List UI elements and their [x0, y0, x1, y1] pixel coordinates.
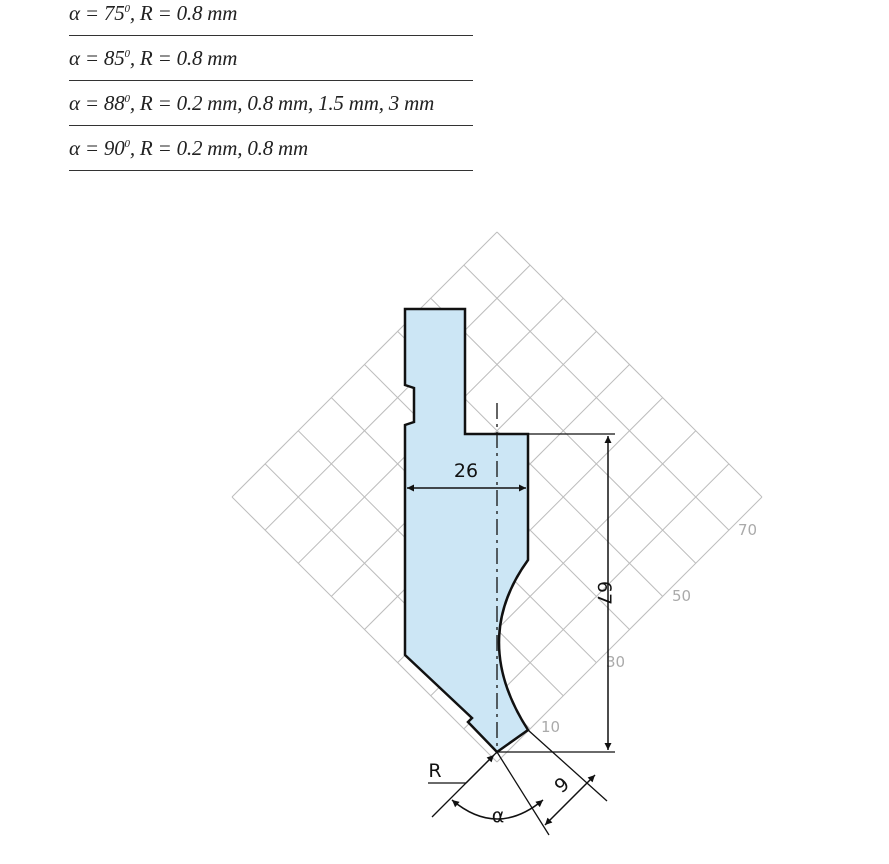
tip-extension-lower [497, 752, 549, 835]
grid-label-70: 70 [738, 521, 758, 539]
spec-text: $\alpha = 75^0$, R = 0.8 mm [69, 1, 238, 25]
radius-label: R [428, 760, 442, 782]
width-label: 26 [453, 460, 479, 482]
angle-label: α [491, 805, 505, 827]
spec-text: $\alpha = 85^0$, R = 0.8 mm [69, 46, 238, 70]
spec-text: $\alpha = 88^0$, R = 0.2 mm, 0.8 mm, 1.5 mm, 3 mm [69, 91, 435, 115]
punch-profile [405, 309, 528, 752]
grid-label-30: 30 [606, 653, 626, 671]
grid-label-10: 10 [541, 718, 561, 736]
tip-label: 9 [550, 773, 574, 798]
spec-text: $\alpha = 90^0$, R = 0.2 mm, 0.8 mm [69, 136, 308, 160]
grid-label-50: 50 [672, 587, 692, 605]
radius-leader [466, 755, 494, 783]
height-label: 67 [593, 580, 615, 606]
